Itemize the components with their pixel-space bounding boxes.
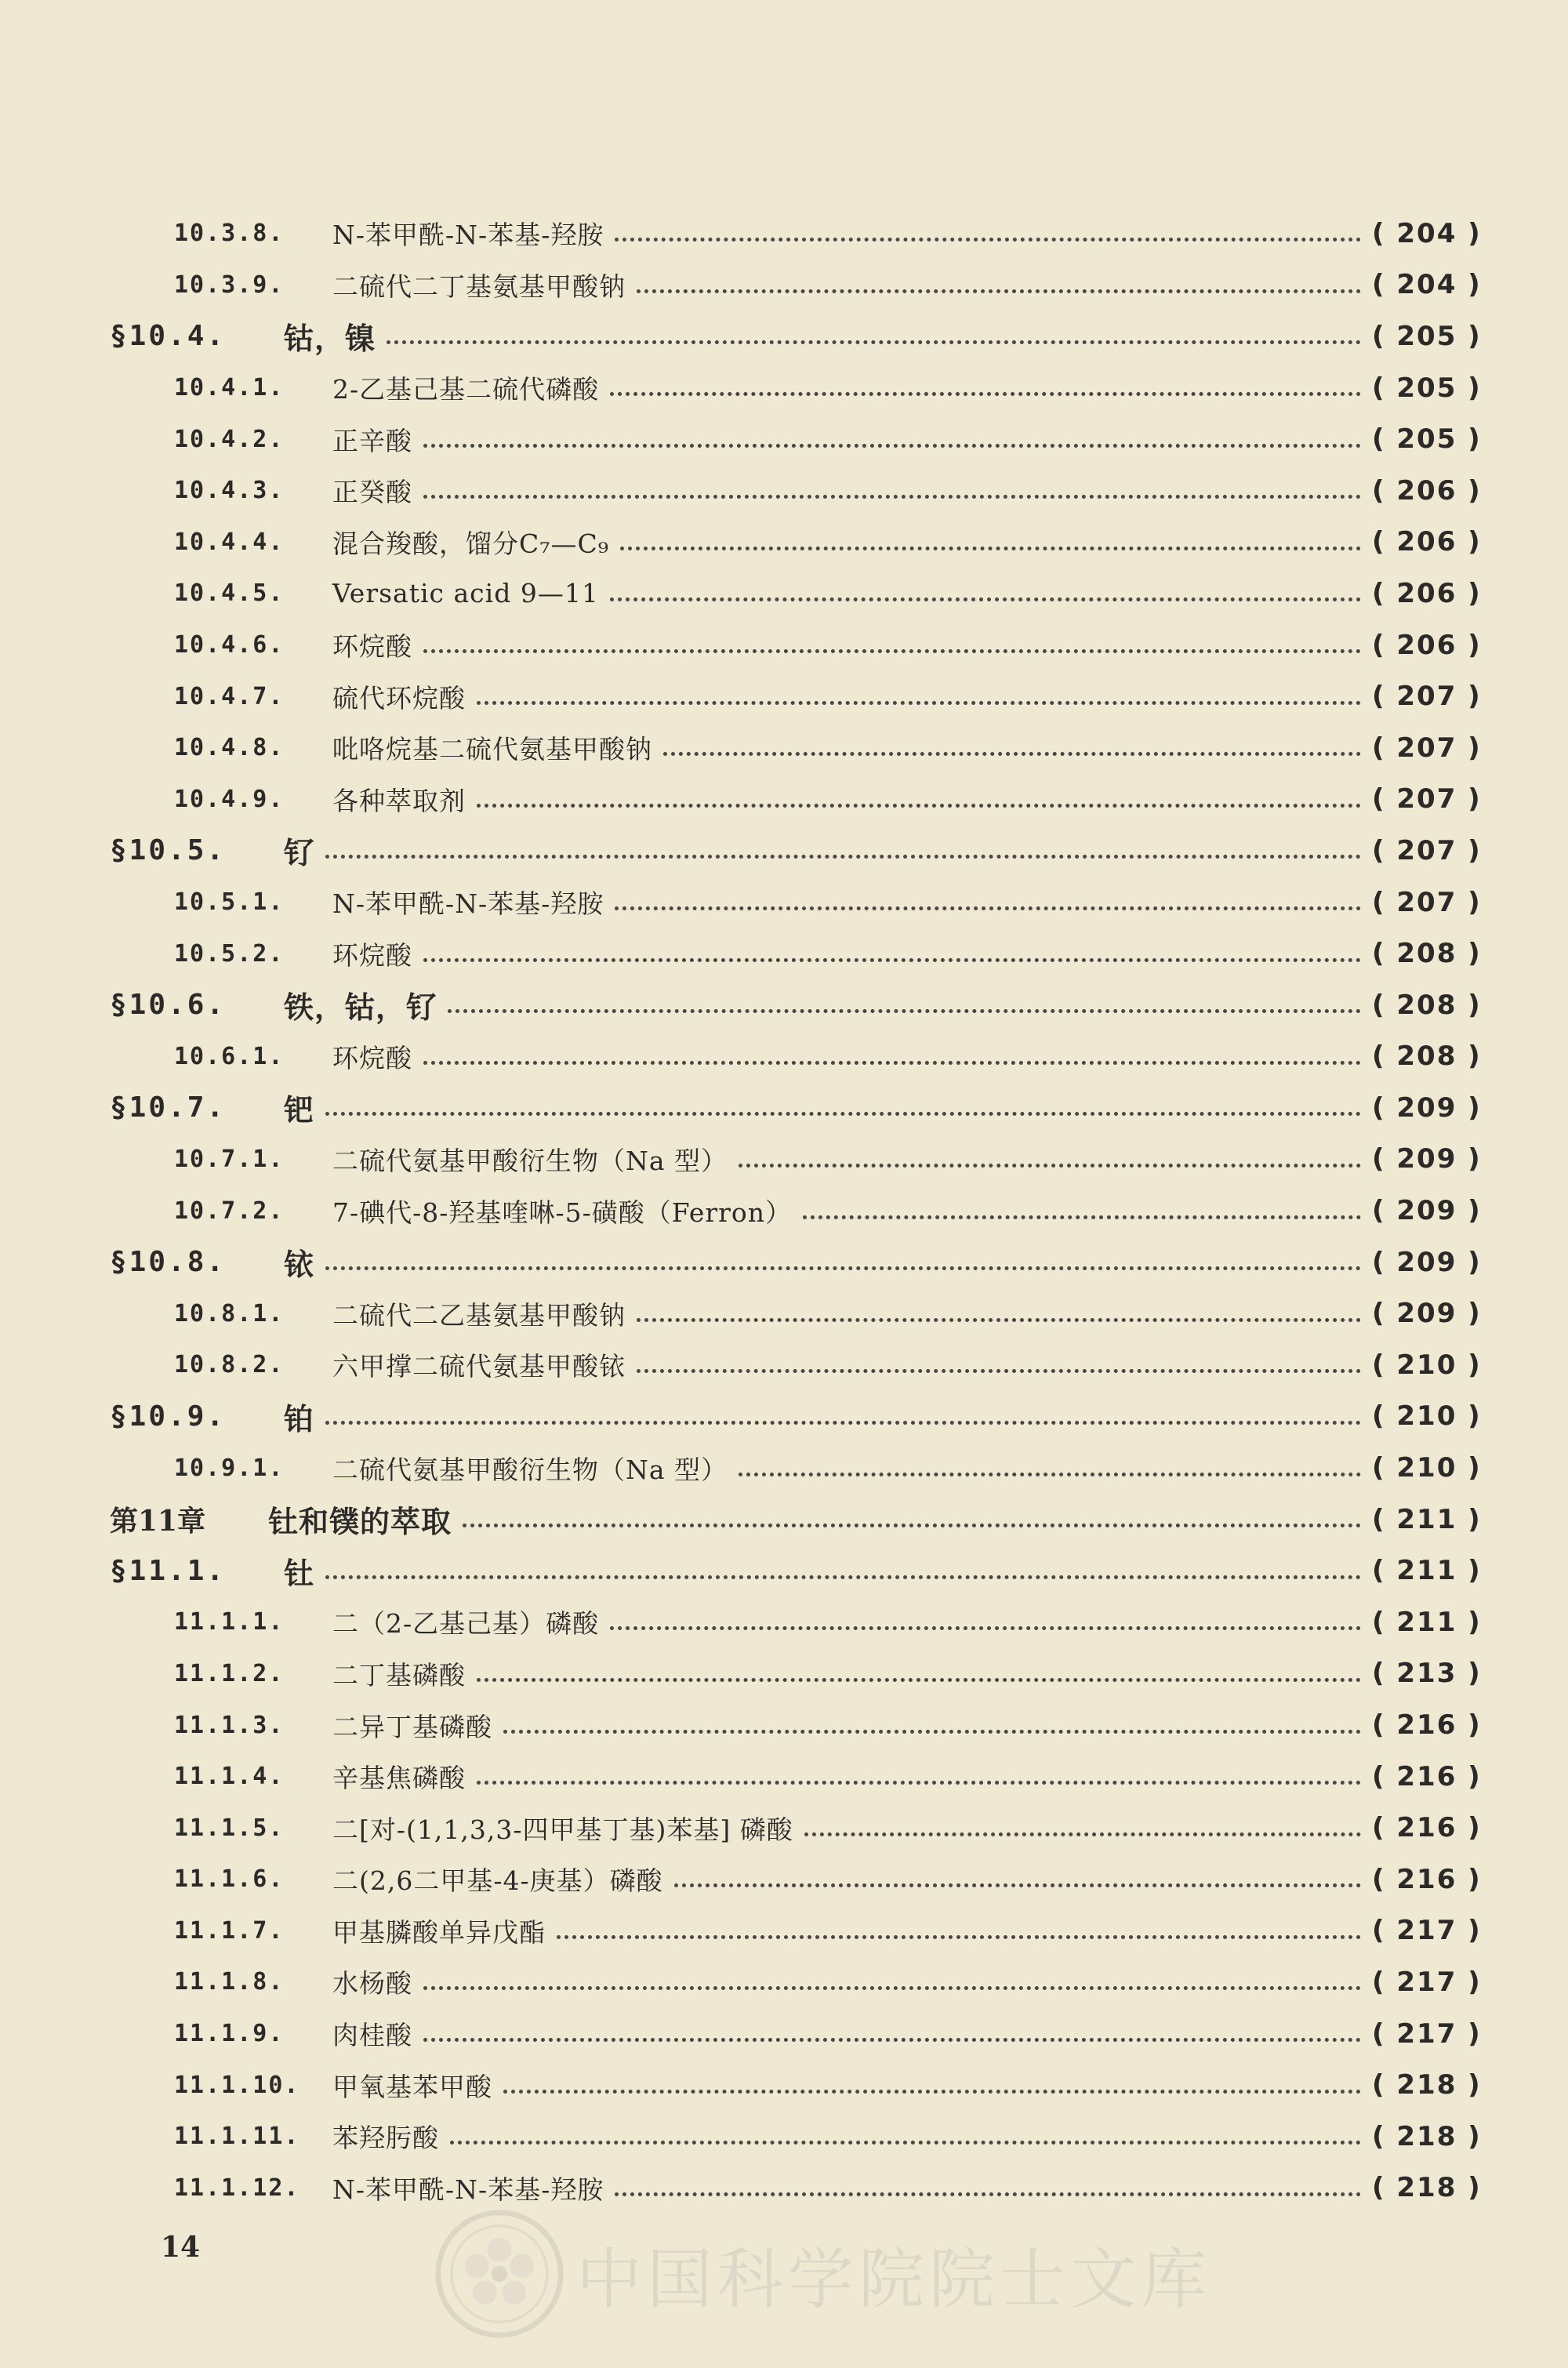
entry-page: ( 210 ) bbox=[1372, 1452, 1482, 1484]
entry-page: ( 216 ) bbox=[1372, 1760, 1482, 1792]
entry-number: §10.6. bbox=[110, 989, 227, 1022]
dot-leader bbox=[637, 1318, 1361, 1322]
entry-title: Versatic acid 9—11 bbox=[332, 578, 599, 609]
toc-entry bbox=[110, 1134, 1490, 1186]
entry-page: ( 218 ) bbox=[1372, 2172, 1482, 2204]
dot-leader bbox=[503, 1730, 1361, 1734]
toc-entry bbox=[110, 1391, 1490, 1443]
entry-page: ( 207 ) bbox=[1372, 732, 1482, 764]
entry-number: 11.1.8. bbox=[174, 1968, 285, 1996]
entry-number: 11.1.2. bbox=[174, 1659, 285, 1687]
entry-title: N-苯甲酰-N-苯基-羟胺 bbox=[332, 888, 604, 920]
dot-leader bbox=[477, 1678, 1361, 1682]
dot-leader bbox=[448, 1009, 1361, 1013]
entry-number: 10.4.4. bbox=[174, 528, 285, 556]
toc-entry bbox=[110, 2163, 1490, 2214]
entry-title: 甲基膦酸单异戊酯 bbox=[332, 1916, 546, 1948]
toc-entry bbox=[110, 1288, 1490, 1339]
entry-title: 正癸酸 bbox=[332, 477, 412, 508]
entry-title: 二[对-(1,1,3,3-四甲基丁基)苯基] 磷酸 bbox=[332, 1814, 793, 1845]
entry-page: ( 207 ) bbox=[1372, 783, 1482, 815]
toc-entry bbox=[110, 2008, 1490, 2060]
toc-entry bbox=[110, 928, 1490, 979]
entry-title: 二异丁基磷酸 bbox=[332, 1711, 492, 1742]
toc-entry bbox=[110, 619, 1490, 671]
toc-entry bbox=[110, 568, 1490, 619]
toc-entry bbox=[110, 1494, 1490, 1545]
entry-page: ( 211 ) bbox=[1372, 1606, 1482, 1638]
entry-number: 10.4.2. bbox=[174, 425, 285, 453]
entry-title: 铂 bbox=[284, 1400, 315, 1436]
dot-leader bbox=[610, 597, 1361, 601]
toc-entry bbox=[110, 774, 1490, 826]
entry-number: §11.1. bbox=[110, 1554, 227, 1587]
entry-title: 2-乙基己基二硫代磷酸 bbox=[332, 374, 600, 405]
entry-number: 10.4.7. bbox=[174, 682, 285, 710]
entry-number: 11.1.3. bbox=[174, 1711, 285, 1739]
entry-page: ( 209 ) bbox=[1372, 1195, 1482, 1227]
entry-page: ( 218 ) bbox=[1372, 2069, 1482, 2101]
entry-page: ( 208 ) bbox=[1372, 1041, 1482, 1073]
dot-leader bbox=[615, 906, 1361, 910]
toc-entry bbox=[110, 1237, 1490, 1288]
entry-page: ( 206 ) bbox=[1372, 474, 1482, 507]
dot-leader bbox=[325, 855, 1361, 859]
entry-page: ( 210 ) bbox=[1372, 1400, 1482, 1433]
entry-number: 10.4.9. bbox=[174, 785, 285, 813]
entry-title: 正辛酸 bbox=[332, 425, 412, 456]
entry-page: ( 209 ) bbox=[1372, 1298, 1482, 1330]
toc-entry bbox=[110, 311, 1490, 362]
toc-entry bbox=[110, 1699, 1490, 1751]
toc-entry bbox=[110, 877, 1490, 928]
dot-leader bbox=[423, 1061, 1361, 1065]
entry-page: ( 204 ) bbox=[1372, 269, 1482, 301]
entry-number: §10.9. bbox=[110, 1400, 227, 1433]
entry-number: §10.8. bbox=[110, 1246, 227, 1279]
dot-leader bbox=[739, 1473, 1361, 1476]
table-of-contents bbox=[110, 208, 1490, 2214]
entry-page: ( 210 ) bbox=[1372, 1349, 1482, 1381]
entry-title: 各种萃取剂 bbox=[332, 785, 466, 816]
entry-title: 环烷酸 bbox=[332, 631, 412, 663]
entry-page: ( 204 ) bbox=[1372, 217, 1482, 249]
entry-number: 10.9.1. bbox=[174, 1454, 285, 1482]
dot-leader bbox=[450, 2141, 1361, 2145]
dot-leader bbox=[423, 2038, 1361, 2042]
dot-leader bbox=[637, 1369, 1361, 1373]
entry-number: §10.5. bbox=[110, 834, 227, 867]
entry-number: 10.5.2. bbox=[174, 939, 285, 968]
entry-title: 硫代环烷酸 bbox=[332, 682, 466, 714]
entry-page: ( 207 ) bbox=[1372, 681, 1482, 713]
toc-entry bbox=[110, 1545, 1490, 1596]
entry-title: 辛基焦磷酸 bbox=[332, 1763, 466, 1794]
dot-leader bbox=[503, 2090, 1361, 2094]
entry-page: ( 211 ) bbox=[1372, 1555, 1482, 1587]
entry-page: ( 208 ) bbox=[1372, 938, 1482, 970]
dot-leader bbox=[325, 1575, 1361, 1579]
entry-title: 甲氧基苯甲酸 bbox=[332, 2071, 492, 2102]
entry-number: 第11章 bbox=[110, 1505, 206, 1538]
entry-page: ( 205 ) bbox=[1372, 423, 1482, 456]
entry-number: 11.1.4. bbox=[174, 1763, 285, 1791]
entry-page: ( 209 ) bbox=[1372, 1143, 1482, 1175]
entry-title: 吡咯烷基二硫代氨基甲酸钠 bbox=[332, 734, 652, 765]
entry-number: 11.1.11. bbox=[174, 2123, 300, 2151]
entry-title: 肉桂酸 bbox=[332, 2020, 412, 2051]
dot-leader bbox=[477, 701, 1361, 705]
dot-leader bbox=[477, 804, 1361, 808]
entry-number: 10.5.1. bbox=[174, 888, 285, 917]
entry-title: 钍 bbox=[284, 1555, 315, 1591]
dot-leader bbox=[610, 1626, 1361, 1630]
entry-number: 10.3.9. bbox=[174, 271, 285, 299]
entry-number: §10.4. bbox=[110, 320, 227, 353]
entry-title: 苯羟肟酸 bbox=[332, 2123, 439, 2154]
entry-title: 混合羧酸，馏分C₇—C₉ bbox=[332, 528, 609, 559]
entry-title: 六甲撑二硫代氨基甲酸铱 bbox=[332, 1351, 626, 1382]
entry-title: 钍和镤的萃取 bbox=[268, 1504, 452, 1540]
entry-number: 10.8.1. bbox=[174, 1299, 285, 1327]
entry-page: ( 208 ) bbox=[1372, 989, 1482, 1021]
dot-leader bbox=[620, 547, 1361, 550]
entry-page: ( 211 ) bbox=[1372, 1503, 1482, 1535]
dot-leader bbox=[739, 1164, 1361, 1168]
dot-leader bbox=[674, 1883, 1361, 1887]
entry-title: 钯 bbox=[284, 1092, 315, 1128]
entry-page: ( 218 ) bbox=[1372, 2120, 1482, 2152]
entry-number: 10.4.6. bbox=[174, 631, 285, 659]
entry-page: ( 217 ) bbox=[1372, 2018, 1482, 2050]
entry-number: §10.7. bbox=[110, 1091, 227, 1124]
entry-number: 10.6.1. bbox=[174, 1042, 285, 1070]
entry-title: 二硫代二乙基氨基甲酸钠 bbox=[332, 1299, 626, 1331]
entry-page: ( 217 ) bbox=[1372, 1966, 1482, 1998]
toc-entry bbox=[110, 362, 1490, 414]
entry-page: ( 209 ) bbox=[1372, 1246, 1482, 1278]
entry-page: ( 206 ) bbox=[1372, 526, 1482, 558]
entry-title: 7-碘代-8-羟基喹啉-5-磺酸（Ferron） bbox=[332, 1197, 793, 1228]
entry-title: 二(2,6二甲基-4-庚基）磷酸 bbox=[332, 1865, 663, 1897]
entry-number: 11.1.10. bbox=[174, 2071, 300, 2099]
flower-seal-icon bbox=[433, 2207, 566, 2341]
entry-page: ( 216 ) bbox=[1372, 1812, 1482, 1844]
dot-leader bbox=[463, 1524, 1361, 1527]
toc-entry bbox=[110, 413, 1490, 465]
toc-entry bbox=[110, 1802, 1490, 1854]
dot-leader bbox=[387, 340, 1361, 344]
toc-entry bbox=[110, 979, 1490, 1031]
dot-leader bbox=[325, 1266, 1361, 1270]
entry-page: ( 207 ) bbox=[1372, 886, 1482, 918]
dot-leader bbox=[803, 1215, 1361, 1219]
toc-entry bbox=[110, 1185, 1490, 1237]
toc-entry bbox=[110, 1442, 1490, 1494]
entry-page: ( 209 ) bbox=[1372, 1091, 1482, 1124]
entry-page: ( 206 ) bbox=[1372, 629, 1482, 661]
entry-page: ( 207 ) bbox=[1372, 834, 1482, 866]
entry-page: ( 205 ) bbox=[1372, 320, 1482, 352]
entry-page: ( 216 ) bbox=[1372, 1863, 1482, 1895]
entry-title: 二（2-乙基己基）磷酸 bbox=[332, 1608, 600, 1640]
toc-entry bbox=[110, 1905, 1490, 1957]
dot-leader bbox=[663, 752, 1361, 756]
entry-number: 10.4.1. bbox=[174, 374, 285, 402]
toc-entry bbox=[110, 1339, 1490, 1391]
entry-title: 二硫代氨基甲酸衍生物（Na 型） bbox=[332, 1454, 728, 1485]
dot-leader bbox=[804, 1832, 1361, 1836]
toc-entry bbox=[110, 1596, 1490, 1648]
entry-title: 钌 bbox=[284, 835, 315, 871]
toc-entry bbox=[110, 670, 1490, 722]
entry-title: 铱 bbox=[284, 1247, 315, 1283]
entry-number: 11.1.6. bbox=[174, 1865, 285, 1894]
toc-entry bbox=[110, 825, 1490, 877]
entry-page: ( 206 ) bbox=[1372, 577, 1482, 609]
dot-leader bbox=[615, 238, 1361, 242]
toc-entry bbox=[110, 2111, 1490, 2163]
entry-title: 二硫代氨基甲酸衍生物（Na 型） bbox=[332, 1145, 728, 1176]
entry-title: N-苯甲酰-N-苯基-羟胺 bbox=[332, 2174, 604, 2205]
toc-entry bbox=[110, 722, 1490, 774]
entry-number: 10.4.3. bbox=[174, 477, 285, 505]
entry-page: ( 205 ) bbox=[1372, 372, 1482, 404]
entry-title: 环烷酸 bbox=[332, 1042, 412, 1073]
dot-leader bbox=[423, 649, 1361, 653]
toc-entry bbox=[110, 517, 1490, 568]
dot-leader bbox=[637, 289, 1361, 293]
entry-number: 11.1.7. bbox=[174, 1916, 285, 1945]
toc-entry bbox=[110, 1031, 1490, 1083]
toc-entry bbox=[110, 1956, 1490, 2008]
entry-number: 10.4.8. bbox=[174, 734, 285, 762]
dot-leader bbox=[423, 495, 1361, 499]
toc-entry bbox=[110, 2059, 1490, 2111]
entry-number: 11.1.1. bbox=[174, 1608, 285, 1636]
dot-leader bbox=[423, 444, 1361, 448]
entry-number: 11.1.9. bbox=[174, 2020, 285, 2048]
entry-title: 水杨酸 bbox=[332, 1968, 412, 1999]
toc-entry bbox=[110, 1648, 1490, 1700]
entry-number: 10.8.2. bbox=[174, 1351, 285, 1379]
entry-title: 钴，镍 bbox=[284, 321, 376, 357]
toc-entry bbox=[110, 1854, 1490, 1905]
toc-entry bbox=[110, 1082, 1490, 1134]
dot-leader bbox=[423, 1986, 1361, 1990]
entry-title: 铁，钴，钌 bbox=[284, 990, 437, 1026]
entry-number: 10.7.1. bbox=[174, 1145, 285, 1173]
entry-number: 11.1.5. bbox=[174, 1814, 285, 1842]
dot-leader bbox=[325, 1421, 1361, 1425]
entry-title: 环烷酸 bbox=[332, 939, 412, 971]
toc-entry bbox=[110, 208, 1490, 260]
entry-title: 二丁基磷酸 bbox=[332, 1659, 466, 1691]
entry-page: ( 217 ) bbox=[1372, 1915, 1482, 1947]
dot-leader bbox=[557, 1935, 1361, 1939]
toc-entry bbox=[110, 1751, 1490, 1803]
entry-title: N-苯甲酰-N-苯基-羟胺 bbox=[332, 220, 604, 251]
entry-number: 11.1.12. bbox=[174, 2174, 300, 2202]
dot-leader bbox=[610, 392, 1361, 396]
dot-leader bbox=[325, 1112, 1361, 1116]
entry-number: 10.3.8. bbox=[174, 220, 285, 248]
entry-page: ( 213 ) bbox=[1372, 1658, 1482, 1690]
library-watermark: 中国科学院院士文库 bbox=[576, 2241, 1212, 2318]
toc-entry bbox=[110, 465, 1490, 517]
dot-leader bbox=[423, 958, 1361, 962]
dot-leader bbox=[615, 2192, 1361, 2196]
entry-number: 10.4.5. bbox=[174, 579, 285, 608]
entry-page: ( 216 ) bbox=[1372, 1709, 1482, 1741]
toc-entry bbox=[110, 260, 1490, 311]
entry-title: 二硫代二丁基氨基甲酸钠 bbox=[332, 271, 626, 302]
entry-number: 10.7.2. bbox=[174, 1197, 285, 1225]
dot-leader bbox=[477, 1781, 1361, 1785]
page-number: 14 bbox=[161, 2231, 201, 2264]
